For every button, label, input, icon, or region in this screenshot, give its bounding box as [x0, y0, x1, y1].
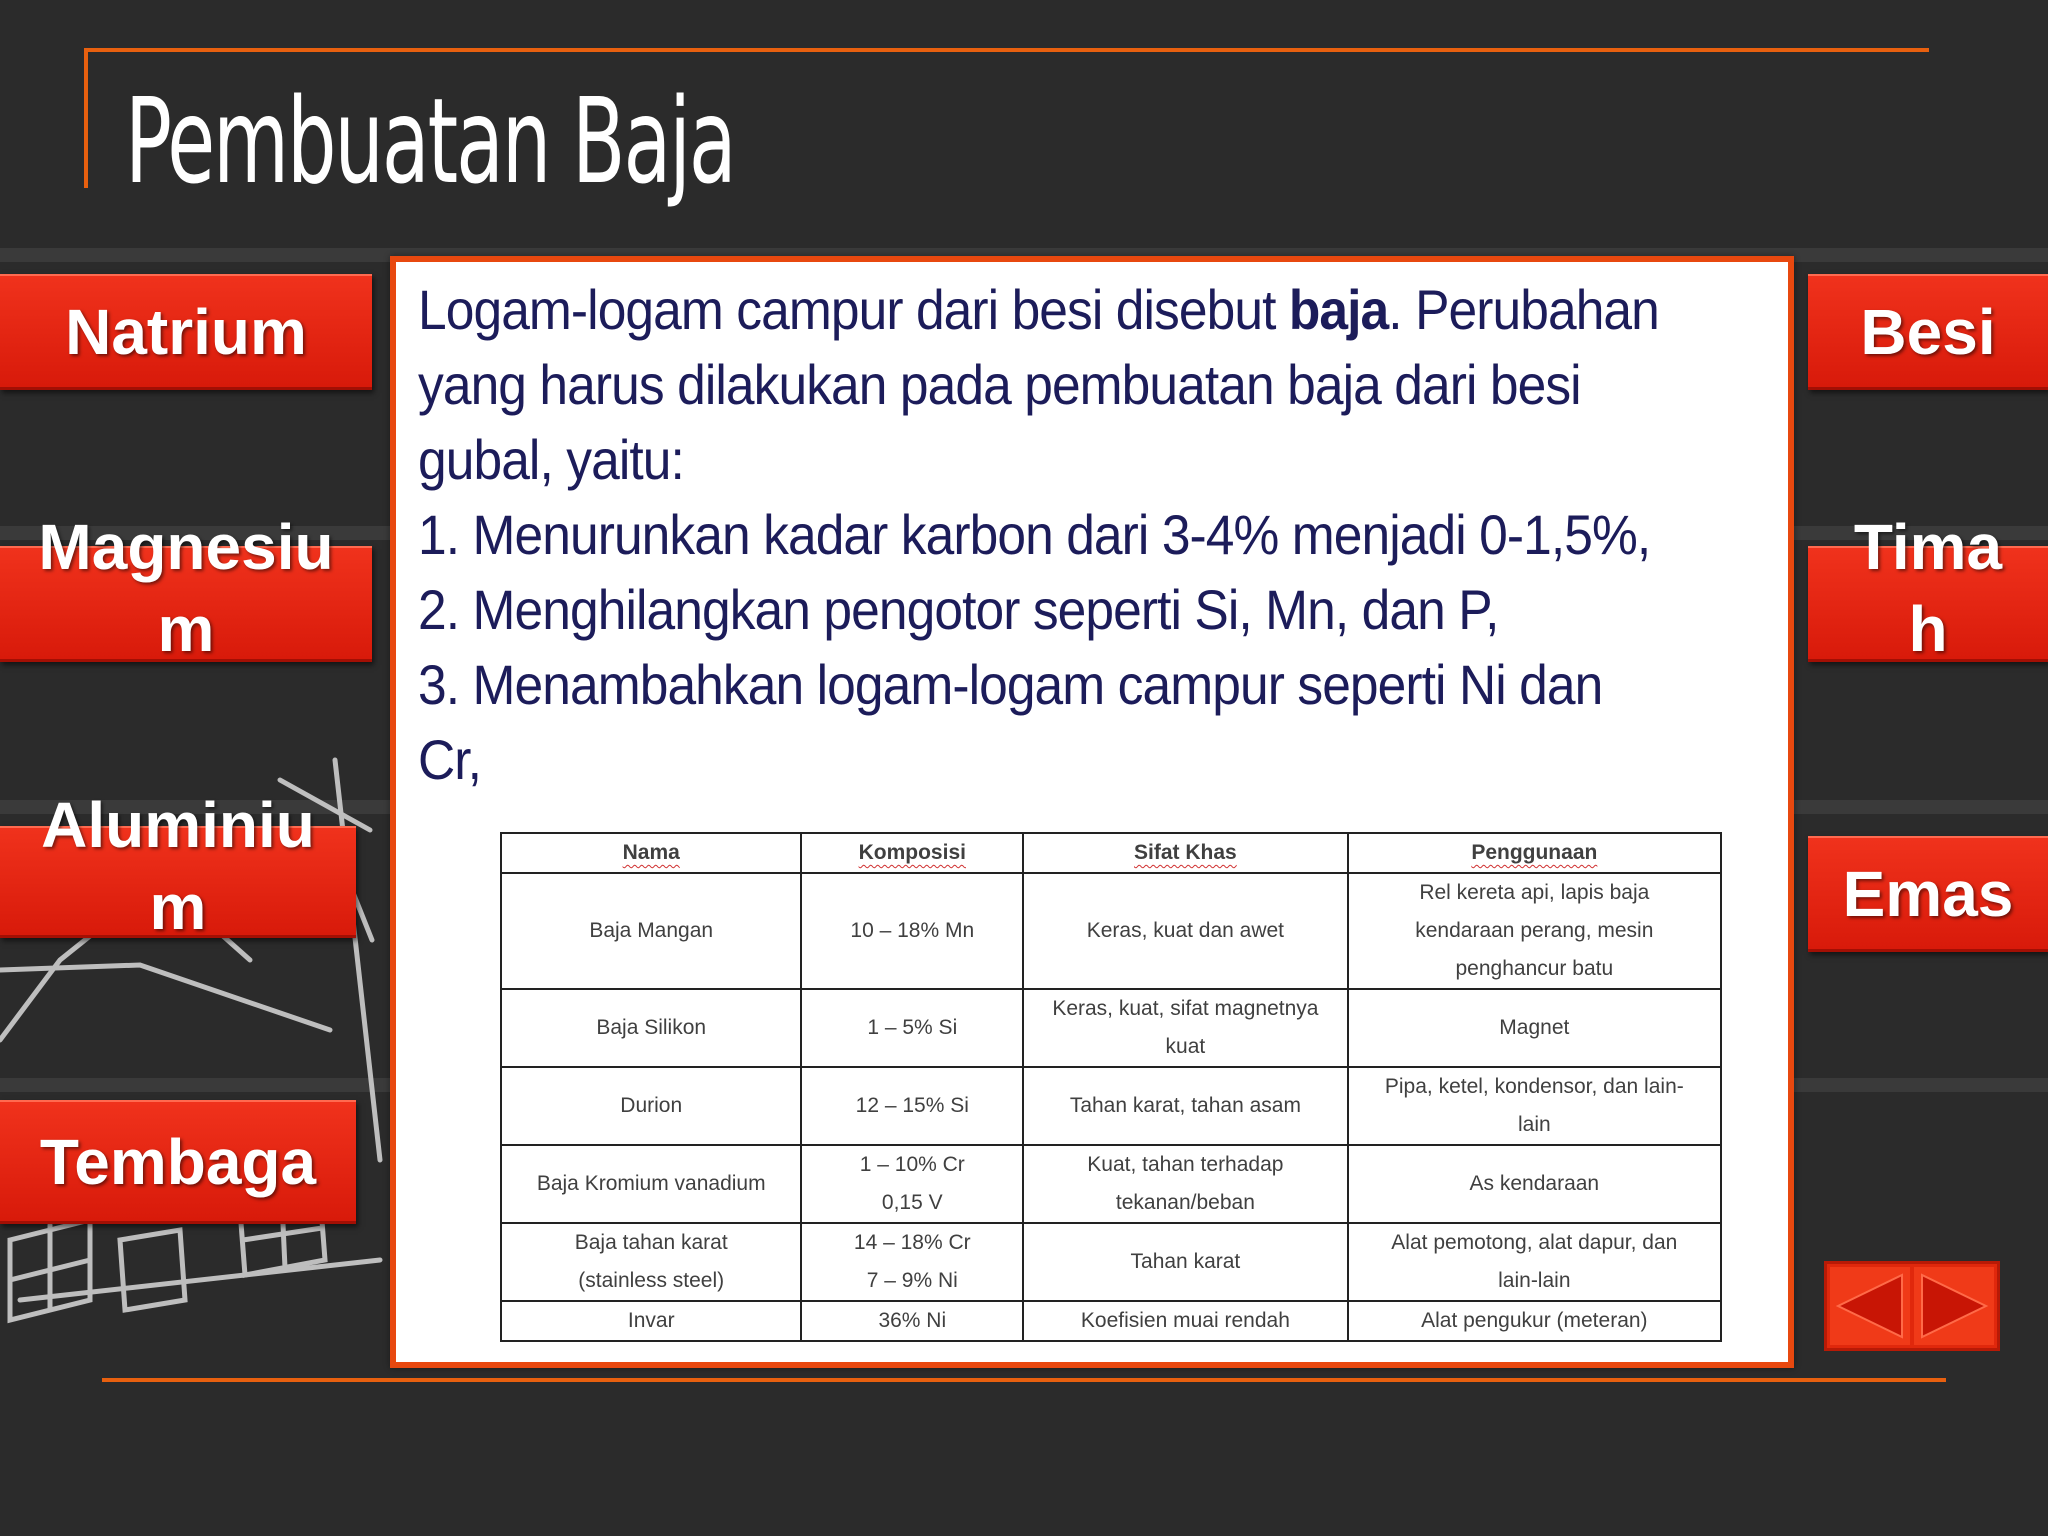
table-row [501, 1067, 1721, 1145]
header-nama: Nama [501, 833, 801, 873]
page-title: Pembuatan Baja [125, 72, 735, 210]
cell-nama: Durion [501, 1067, 801, 1145]
nav-button-label: Tima h [1853, 510, 2003, 665]
cell-komposisi: 12 – 15% Si [801, 1067, 1023, 1145]
nav-button-besi[interactable] [1808, 274, 2048, 390]
cell-nama: Invar [501, 1301, 801, 1341]
cell-komposisi: 1 – 10% Cr 0,15 V [801, 1145, 1023, 1223]
intro-paragraph: Logam-logam campur dari besi disebut baja. Perubahan yang harus dilakukan pada pembuatan baja dari besi gubal, yaitu: [418, 278, 1659, 491]
table-row [501, 1145, 1721, 1223]
footer-accent-line [102, 1378, 1946, 1382]
cell-penggunaan: Magnet [1348, 989, 1721, 1067]
prev-slide-button[interactable] [1830, 1267, 1910, 1345]
nav-button-label: Aluminiu m [41, 788, 315, 943]
header-sifat-khas: Sifat Khas [1023, 833, 1348, 873]
header-komposisi: Komposisi [801, 833, 1023, 873]
cell-sifat: Keras, kuat, sifat magnetnya kuat [1023, 989, 1348, 1067]
nav-button-label: Natrium [65, 295, 307, 368]
steel-types-table [500, 832, 1722, 1342]
cell-penggunaan: As kendaraan [1348, 1145, 1721, 1223]
step-item: 2. Menghilangkan pengotor seperti Si, Mn, dan P, [418, 578, 1499, 641]
triangle-left-icon [1830, 1267, 1910, 1345]
term-baja: baja [1288, 278, 1389, 341]
table-row [501, 873, 1721, 989]
cell-sifat: Koefisien muai rendah [1023, 1301, 1348, 1341]
cell-nama: Baja Silikon [501, 989, 801, 1067]
cell-nama: Baja Mangan [501, 873, 801, 989]
title-accent-left [84, 48, 88, 188]
nav-button-label: Tembaga [39, 1125, 317, 1198]
nav-button-timah[interactable] [1808, 510, 2048, 665]
step-item: 1. Menurunkan kadar karbon dari 3-4% menjadi 0-1,5%, [418, 503, 1651, 566]
cell-sifat: Tahan karat [1023, 1223, 1348, 1301]
content-text [418, 272, 1678, 797]
nav-button-emas[interactable] [1808, 836, 2048, 952]
header-penggunaan: Penggunaan [1348, 833, 1721, 873]
table-row [501, 1223, 1721, 1301]
triangle-right-icon [1914, 1267, 1994, 1345]
nav-button-label: Magnesiu m [38, 510, 334, 665]
table-row [501, 1301, 1721, 1341]
cell-sifat: Keras, kuat dan awet [1023, 873, 1348, 989]
nav-button-natrium[interactable] [0, 274, 372, 390]
cell-nama: Baja Kromium vanadium [501, 1145, 801, 1223]
cell-penggunaan: Pipa, ketel, kondensor, dan lain- lain [1348, 1067, 1721, 1145]
cell-penggunaan: Alat pemotong, alat dapur, dan lain-lain [1348, 1223, 1721, 1301]
nav-button-label: Besi [1860, 295, 1996, 368]
table-header-row [501, 833, 1721, 873]
cell-komposisi: 36% Ni [801, 1301, 1023, 1341]
cell-penggunaan: Rel kereta api, lapis baja kendaraan perang, mesin penghancur batu [1348, 873, 1721, 989]
title-accent-top [84, 48, 1929, 52]
cell-komposisi: 14 – 18% Cr 7 – 9% Ni [801, 1223, 1023, 1301]
content-panel [390, 256, 1794, 1368]
nav-button-magnesium[interactable] [0, 510, 372, 665]
cell-nama: Baja tahan karat (stainless steel) [501, 1223, 801, 1301]
table-row [501, 989, 1721, 1067]
next-slide-button[interactable] [1914, 1267, 1994, 1345]
step-item: 3. Menambahkan logam-logam campur seperti Ni dan Cr, [418, 653, 1603, 791]
slide-navigation [1824, 1261, 2000, 1351]
cell-sifat: Tahan karat, tahan asam [1023, 1067, 1348, 1145]
nav-button-label: Emas [1842, 857, 2014, 930]
cell-sifat: Kuat, tahan terhadap tekanan/beban [1023, 1145, 1348, 1223]
cell-penggunaan: Alat pengukur (meteran) [1348, 1301, 1721, 1341]
cell-komposisi: 1 – 5% Si [801, 989, 1023, 1067]
nav-button-aluminium[interactable] [0, 788, 356, 943]
cell-komposisi: 10 – 18% Mn [801, 873, 1023, 989]
nav-button-tembaga[interactable] [0, 1100, 356, 1224]
